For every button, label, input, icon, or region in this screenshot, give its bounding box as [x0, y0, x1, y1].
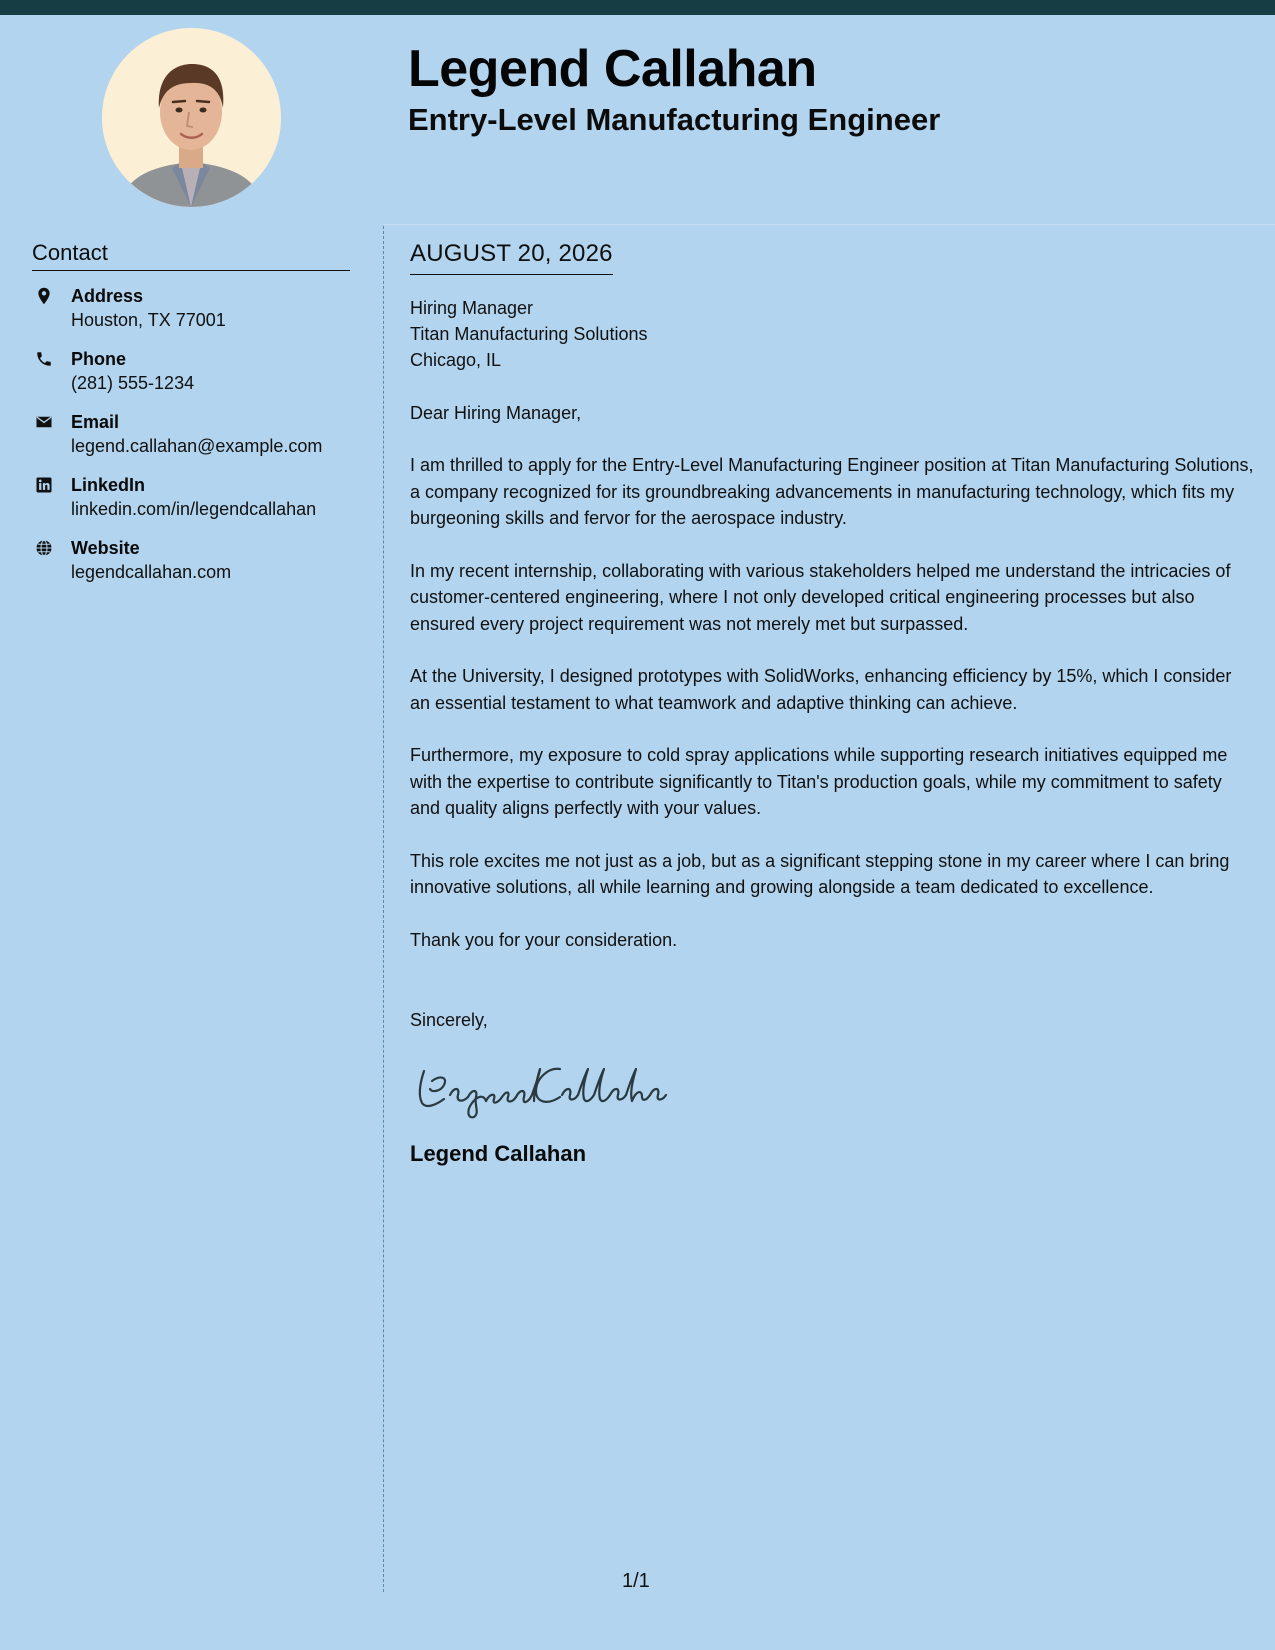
linkedin-link[interactable]: linkedin.com/in/legendcallahan — [71, 499, 317, 519]
contact-label: LinkedIn — [71, 475, 146, 495]
email-link[interactable]: legend.callahan@example.com — [71, 436, 323, 456]
letter-paragraph: This role excites me not just as a job, but as a significant stepping stone in my career where I can bring innovative solutions, all while learning and growing alongside a team dedicated to excellence. — [410, 850, 1230, 897]
letter-paragraph: Thank you for your consideration. — [410, 929, 678, 950]
salutation: Dear Hiring Manager, — [410, 403, 582, 423]
website-link[interactable]: legendcallahan.com — [71, 562, 232, 582]
contact-item-website — [32, 536, 362, 599]
page-number: 1/1 — [622, 1570, 650, 1592]
contact-item-phone — [32, 347, 362, 410]
envelope-icon — [35, 413, 53, 431]
contact-item-address — [32, 284, 362, 347]
profile-photo — [102, 28, 281, 207]
recipient-line: Titan Manufacturing Solutions — [410, 324, 648, 344]
contact-label: Website — [71, 538, 140, 558]
phone-icon — [35, 350, 53, 368]
letter-paragraph: At the University, I designed prototypes with SolidWorks, enhancing efficiency by 15%, which I consider an essential testament to what teamwork and adaptive thinking can achieve. — [410, 666, 1232, 713]
contact-label: Phone — [71, 349, 127, 369]
job-title: Entry-Level Manufacturing Engineer — [408, 102, 941, 137]
portrait-illustration — [102, 28, 281, 207]
contact-label: Email — [71, 412, 120, 432]
closing: Sincerely, — [410, 1010, 488, 1030]
top-accent-bar — [0, 0, 1275, 15]
handwritten-signature — [410, 1051, 1256, 1129]
column-divider — [383, 226, 384, 1592]
letter-paragraph: In my recent internship, collaborating with various stakeholders helped me understand the intricacies of customer-centered engineering, where I not only developed critical engineering processes but also ensured every project requirement was not merely met but surpassed. — [410, 560, 1231, 634]
map-pin-icon — [35, 287, 53, 305]
contact-label: Address — [71, 286, 144, 306]
header-divider — [384, 224, 1275, 225]
contact-item-linkedin — [32, 473, 362, 536]
recipient-line: Chicago, IL — [410, 350, 502, 370]
letter-date: AUGUST 20, 2026 — [410, 240, 613, 275]
letter-paragraph: Furthermore, my exposure to cold spray applications while supporting research initiatives equipped me with the expertise to contribute significantly to Titan's production goals, while my commitment to safety and quality aligns perfectly with your values. — [410, 745, 1228, 818]
address-value: Houston, TX 77001 — [71, 310, 226, 330]
contact-list — [32, 284, 362, 599]
globe-icon — [35, 539, 53, 557]
linkedin-icon — [35, 476, 53, 494]
signature-icon — [410, 1051, 670, 1121]
letter-paragraph: I am thrilled to apply for the Entry-Level Manufacturing Engineer position at Titan Manufacturing Solutions, a company recognized for its groundbreaking advancements in manufacturing technology, which fits my burgeoning skills and fervor for the aerospace industry. — [410, 455, 1254, 528]
contact-heading: Contact — [32, 240, 350, 271]
recipient-block — [410, 295, 1256, 373]
contact-item-email — [32, 410, 362, 473]
recipient-line: Hiring Manager — [410, 298, 534, 318]
letter-body — [410, 240, 1256, 1167]
applicant-name: Legend Callahan — [408, 40, 817, 98]
signed-name: Legend Callahan — [410, 1141, 587, 1166]
phone-value[interactable]: (281) 555-1234 — [71, 373, 195, 393]
